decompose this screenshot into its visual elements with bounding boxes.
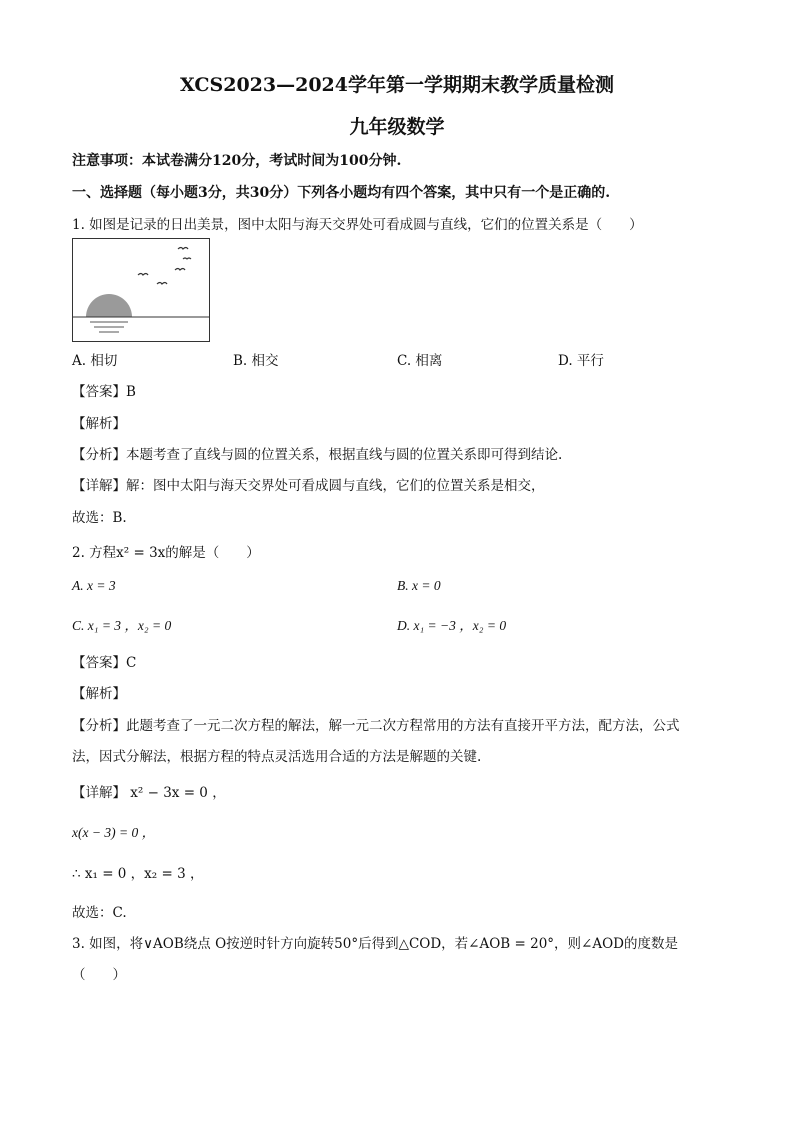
- q3-stem-line2: （ ）: [72, 967, 126, 983]
- q1-xiangjie: 【详解】解：图中太阳与海天交界处可看成圆与直线，它们的位置关系是相交，: [72, 478, 545, 494]
- q1-choose: 故选：B.: [72, 510, 127, 526]
- q2-analysis-label: 【解析】: [72, 686, 126, 702]
- q2-step3: ∴ x₁ = 0 ，x₂ = 3 ，: [72, 866, 204, 882]
- q2-step2: x(x − 3) = 0 ，: [72, 825, 156, 840]
- exam-title: XCS2023—2024学年第一学期期末教学质量检测: [179, 74, 614, 96]
- q2-option-d: D. x₁ = −3 ，x₂ = 0: [397, 618, 507, 633]
- sunrise-illustration: [72, 238, 210, 342]
- q1-analysis-label: 【解析】: [72, 416, 126, 432]
- q1-stem: 1. 如图是记录的日出美景，图中太阳与海天交界处可看成圆与直线，它们的位置关系是（ ）: [72, 217, 643, 233]
- q2-step1: 【详解】 x² − 3x = 0 ，: [72, 785, 226, 801]
- q1-option-d: D. 平行: [558, 353, 604, 369]
- q2-option-c: C. x₁ = 3 ，x₂ = 0: [72, 618, 172, 633]
- q2-choose: 故选：C.: [72, 905, 127, 921]
- sunrise-figure: [72, 238, 210, 342]
- q2-stem: 2. 方程x² = 3x的解是（ ）: [72, 545, 260, 561]
- q2-fenxi-line1: 【分析】此题考查了一元二次方程的解法，解一元二次方程常用的方法有直接开平方法，配方法，公式: [72, 718, 680, 734]
- q1-fenxi: 【分析】本题考查了直线与圆的位置关系，根据直线与圆的位置关系即可得到结论.: [72, 447, 563, 463]
- q3-stem-line1: 3. 如图，将∨AOB绕点 O按逆时针方向旋转50°后得到△COD，若∠AOB = 20°，则∠AOD的度数是: [72, 936, 679, 952]
- q2-fenxi-line2: 法，因式分解法，根据方程的特点灵活选用合适的方法是解题的关键.: [72, 749, 482, 765]
- q2-answer: 【答案】C: [72, 655, 137, 671]
- notice: 注意事项：本试卷满分120分，考试时间为100分钟.: [72, 153, 402, 169]
- section-heading: 一、选择题（每小题3分，共30分）下列各小题均有四个答案，其中只有一个是正确的.: [72, 185, 611, 201]
- q1-option-a: A. 相切: [72, 353, 118, 369]
- q1-option-c: C. 相离: [397, 353, 443, 369]
- exam-subtitle: 九年级数学: [349, 116, 445, 138]
- q1-option-b: B. 相交: [233, 353, 279, 369]
- q1-answer: 【答案】B: [72, 384, 136, 400]
- q2-option-b: B. x = 0: [397, 578, 441, 593]
- q2-option-a: A. x = 3: [72, 578, 116, 593]
